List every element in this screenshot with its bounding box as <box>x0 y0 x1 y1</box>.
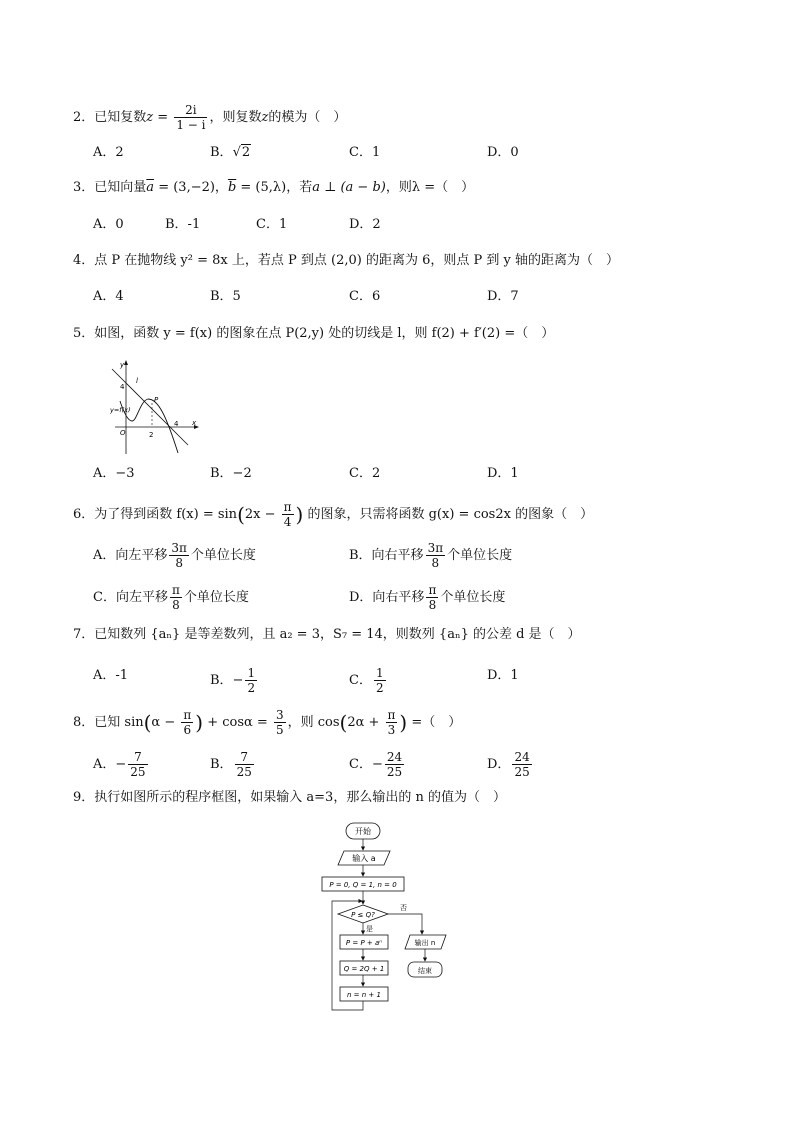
q6-frac-num: π <box>283 500 292 514</box>
q8-frac2-den: 5 <box>275 723 284 737</box>
flow-step3-label: n = n + 1 <box>347 991 381 999</box>
q2-option-b-sqrt: 2 <box>241 145 251 160</box>
q6-a-frac <box>169 541 189 570</box>
q7-option-c[interactable] <box>349 666 388 695</box>
question-6 <box>73 500 593 529</box>
q7-b-num: 1 <box>247 666 256 680</box>
q5-option-c[interactable]: C．2 <box>349 466 381 481</box>
q8-d-pre: D． <box>487 757 511 772</box>
flow-end-label: 结束 <box>418 967 432 975</box>
question-3 <box>73 178 474 198</box>
q8-paren1-close: ) <box>195 710 204 735</box>
q6-c-pre: C．向左平移 <box>93 590 168 605</box>
q2-option-d[interactable]: D．0 <box>487 145 519 160</box>
q2-fraction <box>174 103 207 132</box>
q3-aval: = (3,−2)， <box>154 180 228 195</box>
q7-c-den: 2 <box>375 681 384 695</box>
graph-label-p: P <box>154 396 159 404</box>
q8-option-b[interactable] <box>210 750 256 779</box>
q7-b-frac <box>245 666 257 695</box>
flow-input-label: 输入 a <box>352 854 376 863</box>
q6-d-den: 8 <box>428 598 437 612</box>
q8-b-den: 25 <box>236 765 252 779</box>
flow-no-label: 否 <box>400 904 407 912</box>
flow-cond-label: P ≤ Q? <box>351 911 375 919</box>
q2-frac-den: 1 − i <box>176 118 206 132</box>
q2-number: 2． <box>73 110 95 125</box>
q2-option-a[interactable]: A．2 <box>93 145 124 160</box>
flow-start-label: 开始 <box>355 827 371 836</box>
q2-post: 的模为（ ） <box>268 110 347 125</box>
q8-c-pre: C．− <box>349 757 383 772</box>
q3-stem: 已知向量 <box>94 180 147 195</box>
q4-option-b[interactable]: B．5 <box>210 289 241 304</box>
graph-tick-2x: 2 <box>149 431 154 439</box>
q6-c-num: π <box>171 583 180 597</box>
q4-option-d[interactable]: D．7 <box>487 289 519 304</box>
q8-paren2-open: ( <box>339 710 348 735</box>
question-8 <box>73 708 461 737</box>
graph-label-func: y=f(x) <box>110 406 131 414</box>
flow-step1-label: P = P + aⁿ <box>345 939 383 947</box>
graph-tick-4y: 4 <box>120 383 125 391</box>
q8-b-num: 7 <box>235 750 254 765</box>
q7-c-frac <box>374 666 386 695</box>
q8-mid2: ，则 cos <box>287 715 340 730</box>
q3-option-a[interactable]: A．0 <box>93 217 124 232</box>
q6-c-post: 个单位长度 <box>183 590 249 605</box>
q6-b-den: 8 <box>431 556 440 570</box>
q6-option-d[interactable] <box>349 583 505 612</box>
q6-a-pre: A．向左平移 <box>93 548 168 563</box>
q6-b-frac <box>426 541 446 570</box>
graph-label-y: y <box>120 361 125 369</box>
q7-option-a[interactable]: A．-1 <box>93 668 129 683</box>
q7-option-d[interactable]: D．1 <box>487 668 519 683</box>
q6-c-den: 8 <box>172 598 180 612</box>
q6-stem: 6．为了得到函数 f(x) = sin <box>73 507 238 522</box>
graph-label-x: x <box>192 419 197 427</box>
q6-b-post: 个单位长度 <box>447 548 513 563</box>
q3-option-d[interactable]: D．2 <box>349 217 381 232</box>
q3-bval: = (5,λ)，若 <box>236 180 313 195</box>
q6-d-post: 个单位长度 <box>440 590 506 605</box>
q8-option-a[interactable] <box>93 750 150 779</box>
q8-c-den: 25 <box>386 765 403 779</box>
q8-b-frac <box>235 750 254 779</box>
q3-vec-a: $\overline{a}$ <box>146 180 155 195</box>
q8-c-frac <box>385 750 404 779</box>
q7-b-den: 2 <box>247 681 256 695</box>
q8-a-frac <box>128 750 147 779</box>
q2-var: z <box>146 110 154 125</box>
q8-d-frac <box>512 750 531 779</box>
q6-a-num: 3π <box>171 541 187 555</box>
q6-d-pre: D．向右平移 <box>349 590 425 605</box>
flow-yes-label: 是 <box>366 925 373 933</box>
q8-inner2: 2α + <box>347 715 384 730</box>
flow-no-line <box>388 914 422 934</box>
q2-option-c[interactable]: C．1 <box>349 145 381 160</box>
q2-var2: z <box>261 110 269 125</box>
q8-paren1-open: ( <box>143 710 152 735</box>
q8-c-num: 24 <box>386 750 403 764</box>
q2-stem: 已知复数 <box>94 110 147 125</box>
q6-d-frac <box>426 583 438 612</box>
q3-option-c[interactable]: C．1 <box>256 217 288 232</box>
q8-frac2 <box>274 708 286 737</box>
question-2 <box>73 103 346 132</box>
q8-d-den: 25 <box>514 765 530 779</box>
q6-fraction <box>282 500 294 529</box>
q2-frac-num: 2i <box>174 103 207 118</box>
q8-frac1-num: π <box>183 708 192 722</box>
q8-option-c[interactable] <box>349 750 406 779</box>
q6-b-pre: B．向右平移 <box>349 548 424 563</box>
flow-output-label: 输出 n <box>414 939 436 947</box>
q9-flowchart <box>318 820 458 1015</box>
q6-inner: 2x − <box>244 507 280 522</box>
q6-d-num: π <box>428 583 437 597</box>
graph-label-origin: O <box>120 429 126 437</box>
q4-option-c[interactable]: C．6 <box>349 289 381 304</box>
q6-paren-open: ( <box>237 502 245 527</box>
question-4: 4．点 P 在抛物线 y² = 8x 上，若点 P 到点 (2,0) 的距离为 6，则点 P 到 y 轴的距离为（ ） <box>73 253 619 268</box>
q8-frac3-den: 3 <box>387 723 396 737</box>
q7-c-num: 1 <box>375 666 384 680</box>
q7-b-pre: B．− <box>210 673 244 688</box>
graph-y-arrow <box>124 360 128 365</box>
q8-paren2-close: ) <box>399 710 408 735</box>
q5-function-graph <box>110 357 200 457</box>
q8-frac3-num: π <box>387 708 396 722</box>
q8-frac1-den: 6 <box>183 723 192 737</box>
q8-a-den: 25 <box>130 765 146 779</box>
q8-d-num: 24 <box>514 750 530 764</box>
q8-a-pre: A．− <box>93 757 127 772</box>
q6-frac-den: 4 <box>283 515 292 529</box>
q8-b-pre: B． <box>210 757 233 772</box>
q2-mid: ，则复数 <box>209 110 262 125</box>
q8-option-d[interactable] <box>487 750 534 779</box>
q5-option-a[interactable]: A．−3 <box>93 466 135 481</box>
q3-number: 3． <box>73 180 95 195</box>
q2-eq: = <box>153 110 173 125</box>
q4-option-a[interactable]: A．4 <box>93 289 124 304</box>
q8-stem: 8．已知 sin <box>73 715 144 730</box>
q7-option-b[interactable] <box>210 666 259 695</box>
q8-a-num: 7 <box>128 750 147 765</box>
question-9: 9．执行如图所示的程序框图，如果输入 a=3，那么输出的 n 的值为（ ） <box>73 790 506 805</box>
graph-tick-4x: 4 <box>174 420 179 428</box>
q7-c-pre: C． <box>349 673 372 688</box>
q6-option-b[interactable] <box>349 541 512 570</box>
q3-vec-b: $\overline{b}$ <box>227 180 237 195</box>
q8-inner1: α − <box>151 715 180 730</box>
question-5: 5．如图，函数 y = f(x) 的图象在点 P(2,y) 处的切线是 l，则 f(2) + f′(2) =（ ） <box>73 326 555 341</box>
q2-option-b[interactable]: B．√2 <box>210 145 251 160</box>
q3-option-b[interactable]: B．-1 <box>165 217 201 232</box>
q8-post: =（ ） <box>407 715 462 730</box>
q3-post: ，则λ =（ ） <box>385 180 475 195</box>
q5-option-d[interactable]: D．1 <box>487 466 519 481</box>
graph-label-l: l <box>136 377 138 385</box>
q6-c-frac <box>170 583 182 612</box>
q6-b-num: 3π <box>427 541 444 555</box>
q6-option-c[interactable] <box>93 583 249 612</box>
q6-post: 的图象，只需将函数 g(x) = cos2x 的图象（ ） <box>303 507 594 522</box>
q6-option-a[interactable] <box>93 541 256 570</box>
q6-a-post: 个单位长度 <box>190 548 256 563</box>
q8-frac2-num: 3 <box>275 708 284 722</box>
q3-cond: a ⊥ (a − b) <box>312 180 386 195</box>
q6-paren-close: ) <box>295 502 304 527</box>
q8-frac1 <box>181 708 193 737</box>
q2-option-b-label: B． <box>210 145 233 160</box>
q8-frac3 <box>386 708 398 737</box>
q5-option-b[interactable]: B．−2 <box>210 466 252 481</box>
flow-init-label: P = 0, Q = 1, n = 0 <box>329 881 397 889</box>
q8-mid1: + cosα = <box>203 715 272 730</box>
flow-step2-label: Q = 2Q + 1 <box>343 965 385 973</box>
question-7: 7．已知数列 {aₙ} 是等差数列，且 a₂ = 3，S₇ = 14，则数列 {aₙ} 的公差 d 是（ ） <box>73 627 581 642</box>
q6-a-den: 8 <box>175 556 183 570</box>
